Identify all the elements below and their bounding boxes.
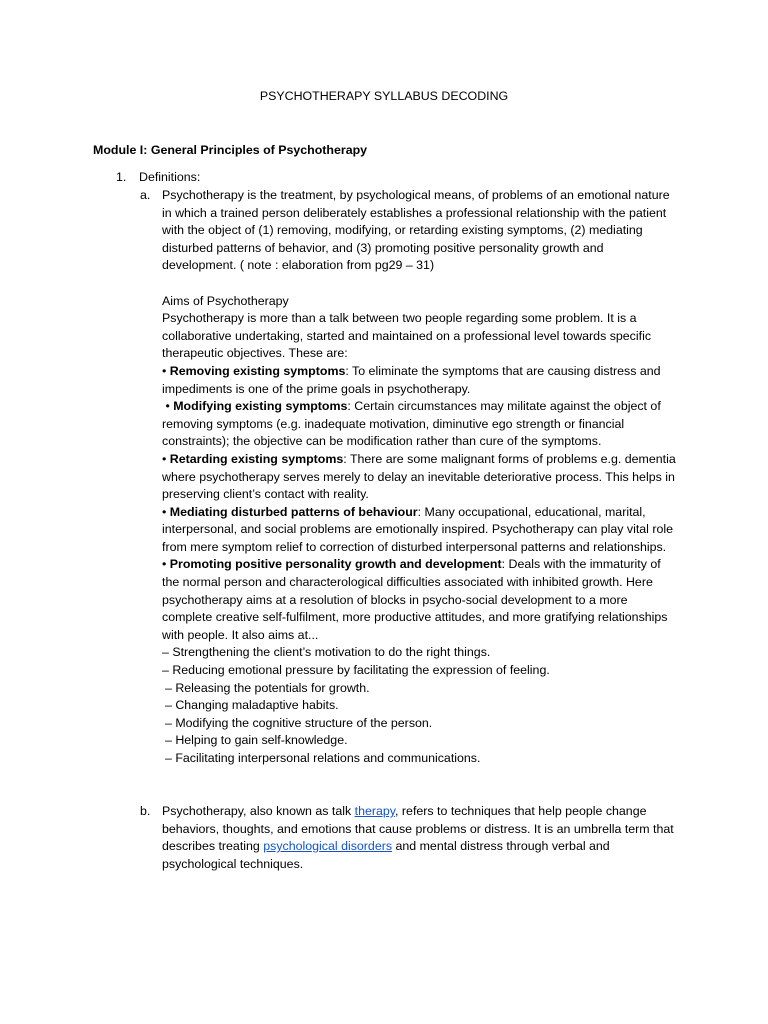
psychological-disorders-link[interactable]: psychological disorders (263, 839, 393, 854)
aim-text: : Deals with the immaturity of the normal person and characterological difficulties associated with inhibited growth. Here psychotherapy aims at a resolution of blocks in psycho-social development to a more complete creative self-fulfilment, more productive attitudes, and more gratifying relationships with people. It also aims at... (162, 557, 668, 642)
aims-heading: Aims of Psychotherapy (162, 293, 289, 308)
list-number: 1. (116, 170, 127, 184)
aim-item (162, 556, 677, 644)
sub-item-letter: b. (140, 804, 151, 818)
bullet: • (162, 363, 170, 378)
document-title: PSYCHOTHERAPY SYLLABUS DECODING (259, 89, 509, 103)
bullet: • (162, 557, 170, 572)
bullet: • (162, 399, 174, 414)
also-aim-item: – Facilitating interpersonal relations and communications. (165, 751, 481, 765)
aim-text: : To eliminate the symptoms that are causing distress and impediments is one of the prime goals in psychotherapy. (162, 363, 661, 396)
aim-term: Removing existing symptoms (169, 363, 346, 378)
module-heading: Module I: General Principles of Psychotherapy (93, 143, 368, 157)
sub-item-a (140, 187, 676, 768)
aim-term: Promoting positive personality growth and development (169, 557, 502, 572)
list-label: Definitions: (139, 170, 201, 184)
paragraph-text: Psychotherapy, also known as talk (162, 804, 355, 818)
bullet: • (162, 504, 170, 519)
bullet: • (162, 451, 170, 466)
aim-item (162, 504, 677, 557)
therapy-link[interactable]: therapy (354, 804, 396, 818)
paragraph-text: and mental distress through verbal and psychological techniques. (162, 839, 610, 871)
also-aim-item: – Modifying the cognitive structure of the person. (165, 715, 433, 730)
aim-item (162, 363, 677, 398)
aims-intro: Psychotherapy is more than a talk between two people regarding some problem. It is a collaborative undertaking, started and maintained on a professional level towards specific therapeutic objectives. These are: (162, 311, 652, 361)
also-aim-item: – Reducing emotional pressure by facilitating the expression of feeling. (162, 663, 550, 678)
sub-b-paragraph (162, 803, 677, 873)
paragraph-text: , refers to techniques that help people change behaviors, thoughts, and emotions that cause problems or distress. It is an umbrella term that describes treating (162, 804, 674, 854)
aim-item (162, 398, 677, 451)
aim-item (162, 451, 677, 504)
sub-item-b (140, 803, 674, 873)
also-aim-item: – Helping to gain self-knowledge. (165, 733, 348, 748)
also-aim-item: – Changing maladaptive habits. (165, 698, 339, 713)
also-aim-item: – Strengthening the client’s motivation to do the right things. (162, 645, 491, 660)
aim-term: Retarding existing symptoms (169, 451, 344, 466)
aim-text: : There are some malignant forms of problems e.g. dementia where psychotherapy serves merely to delay an inevitable deteriorative process. This helps in preserving client’s contact with reality. (162, 451, 676, 502)
also-aim-item: – Releasing the potentials for growth. (165, 680, 370, 695)
aim-text: : Many occupational, educational, marital, interpersonal, and social problems are emotionally inspired. Psychotherapy can play vital role from mere symptom relief to correction of disturbed interpersonal patterns and relationships. (162, 504, 674, 554)
sub-item-letter: a. (140, 188, 151, 202)
aim-term: Mediating disturbed patterns of behaviour (169, 504, 418, 519)
aim-term: Modifying existing symptoms (173, 399, 348, 414)
aim-text: : Certain circumstances may militate against the object of removing symptoms (e.g. inadequate motivation, diminutive ego strength or financial constraints); the objective can be modification rather than cure of the symptoms. (162, 399, 661, 449)
definition-paragraph: Psychotherapy is the treatment, by psychological means, of problems of an emotional nature in which a trained person deliberately establishes a professional relationship with the patient with the object of (1) removing, modifying, or retarding existing symptoms, (2) mediating disturbed patterns of behavior, and (3) promoting positive personality growth and development. ( note : elaboration from pg29 – 31) (162, 188, 670, 273)
